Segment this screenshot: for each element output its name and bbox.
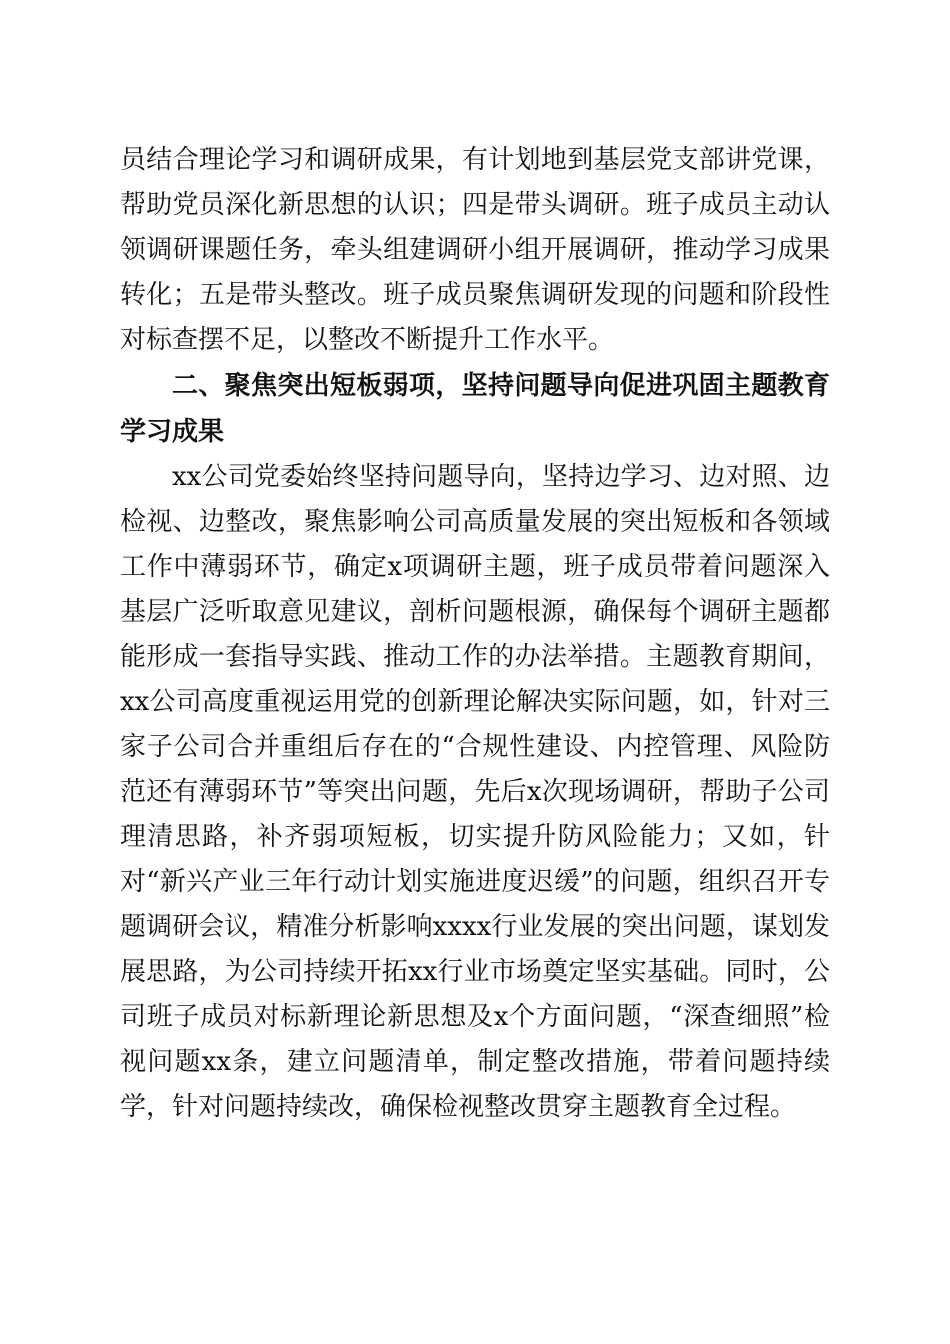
document-page — [120, 138, 830, 1130]
continued-paragraph: 员结合理论学习和调研成果，有计划地到基层党支部讲党课，帮助党员深化新思想的认识；四是带头调研。班子成员主动认领调研课题任务，牵头组建调研小组开展调研，推动学习成果转化；五是带头整改。班子成员聚焦调研发现的问题和阶段性对标查摆不足，以整改不断提升工作水平。 — [120, 145, 830, 355]
body-paragraph: xx公司党委始终坚持问题导向，坚持边学习、边对照、边检视、边整改，聚焦影响公司高质量发展的突出短板和各领域工作中薄弱环节，确定x项调研主题，班子成员带着问题深入基层广泛听取意见建议，剖析问题根源，确保每个调研主题都能形成一套指导实践、推动工作的办法举措。主题教育期间，xx公司高度重视运用党的创新理论解决实际问题，如，针对三家子公司合并重组后存在的“合规性建设、内控管理、风险防范还有薄弱环节”等突出问题，先后x次现场调研，帮助子公司理清思路，补齐弱项短板，切实提升防风险能力；又如，针对“新兴产业三年行动计划实施进度迟缓”的问题，组织召开专题调研会议，精准分析影响xxxx行业发展的突出问题，谋划发展思路，为公司持续开拓xx行业市场奠定坚实基础。同时，公司班子成员对标新理论新思想及x个方面问题，“深查细照”检视问题xx条，建立问题清单，制定整改措施，带着问题持续学，针对问题持续改，确保检视整改贯穿主题教育全过程。 — [120, 462, 830, 1122]
section-heading: 二、聚焦突出短板弱项，坚持问题导向促进巩固主题教育学习成果 — [120, 371, 830, 447]
